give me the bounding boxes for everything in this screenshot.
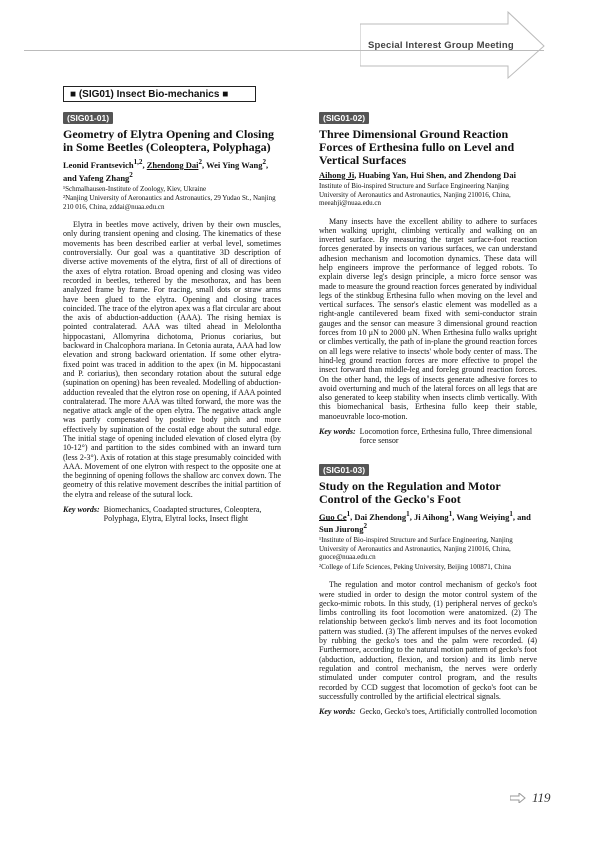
- keywords-label: Key words:: [63, 505, 100, 515]
- affiliation: ¹Schmalhausen-Institute of Zoology, Kiev, Ukraine: [63, 184, 207, 193]
- keywords-text: Gecko, Gecko's toes, Artificially controlled locomotion: [359, 707, 537, 717]
- keywords-text: Biomechanics, Coadapted structures, Coleoptera, Polyphaga, Elytra, Elytral locks, Insect flight: [103, 505, 262, 524]
- article-authors: Aihong Ji, Huabing Yan, Hui Shen, and Zhendong Dai: [319, 170, 516, 180]
- article-tag: (SIG01-02): [319, 112, 369, 124]
- affiliation: ²Nanjing University of Aeronautics and Astronautics, 29 Yudao St., Nanjing 210 016, China, zddai@nuaa.edu.cn: [63, 194, 276, 211]
- keywords-label: Key words:: [319, 427, 356, 437]
- affiliation: ¹Institute of Bio-inspired Structure and Surface Engineering, Nanjing University of Aeronautics and Astronautics, Nanjing 210016, China, guoce@nuaa.edu.cn: [319, 536, 513, 562]
- page-footer: [510, 790, 551, 806]
- article-body: Many insects have the excellent ability to adhere to surfaces when walking upright, climbing vertically and walking on an inverted surface. By measuring the target surface-foot reaction forces generated by insects on various surfaces, we can understand adhesion mechanism and locomotion dynamics. These data will help engineers improve the performance of legged robots. To explain diverse leg's design principle, a micro force sensor was made to measure the ground reaction forces generated by individual legs of the stinkbug Erthesina fullo when moving on the level and vertical surfaces. The sensor's elastic element was modelled as a right-angle cantilevered beam fixed with semi-conductor strain gauges and the sensor can measure 3 dimensional ground reaction forces from 10 μN to 2000 μN. When Erthesina fullo walks upright or climbes vertically, the path of in-plane the ground reaction forces on all legs were relative to insects' whole body center of mass. The hind-leg ground reaction forces are more effective to propel the insect forward than middle-leg and foreleg ground reaction forces. On the other hand, the legs of insects generate adhesive forces to avoid overturning and much of the lateral forces on all legs that are also generated to keep stability when insects climb vertically. With this biomechanical basis, Erthesina fullo keep their stable, manoeuvrable loco-motion.: [319, 216, 537, 421]
- keywords: [319, 427, 537, 446]
- article-tag: (SIG01-03): [319, 464, 369, 476]
- header-title: Special Interest Group Meeting: [368, 40, 514, 51]
- left-column: [63, 108, 281, 524]
- keywords: [63, 505, 281, 524]
- keywords: [319, 707, 537, 716]
- article-authors: Leonid Frantsevich$^{1,2}$, Zhendong Dai$^2$, Wei Ying Wang$^2$, and Yafeng Zhang$^2$: [63, 158, 269, 183]
- article-title: Geometry of Elytra Opening and Closing in Some Beetles (Coleoptera, Polyphaga): [63, 127, 275, 154]
- right-column: [319, 108, 537, 716]
- affiliation: ²College of Life Sciences, Peking University, Beijing 100871, China: [319, 562, 511, 571]
- section-heading: ■ (SIG01) Insect Bio-mechanics ■: [63, 86, 256, 102]
- article-body: Elytra in beetles move actively, driven by their own muscles, only during transient opening and closing. The kinematics of these movements has been described earlier at verbal level, sometimes controversially. Our goal was a quantitative 3D description of diverse active movements of the elytra, first of all of directions of the axes of elytra rotation. Broad opening and closing was video recorded in beetles, tethered by the mesothorax, and has been analyzed frame by frame. For tracing, small dots or straw arms have been glued to the elytra. Opening and closing traces coincided. The trace of the elytron apex was a flat circular arc about the axis of abduction-adduction (AAA). The rising hemiax is pointed contralaterad. AAA was tilted ahead in Melolontha hippocastani, Allomyrina dichotoma, Prionus coriarius, but backward in Chalcophora mariana. In Cetonia aurata, AAA had low elevation and strong backward orientation. If some other elytra-fixed point was traced in addition to the apex (in M. hippocastani and P. coriarius), then secondary rotation about the sutural edge (supination on opening) has been revealed. Modelling of abduction-adduction revealed that the elytron rose on opening, if AAA pointed contralaterad. The more AAA was tilted forward, the more was the negative attack angle of the open elytra. The negative attack angle was partly compensated by positive body pitch and more effectively by supination of the costal edge about the sutural edge. The initial stage of opening included elevation of closed elytra (by 10-12°) and partition to the sides combined with an inward turn (less 2-3°). Axis of rotation at this stage presumably coincided with AAA. Movement of one elytron with respect to the opposite one at the beginning of opening follows the shallow arc convex down. The geometry of this relative movement describes the initial partition of the elytra and release of the sutural lock.: [63, 220, 281, 499]
- keywords-text: Locomotion force, Erthesina fullo, Three dimensional force sensor: [359, 427, 533, 446]
- keywords-label: Key words:: [319, 707, 356, 717]
- article-body: The regulation and motor control mechanism of gecko's foot were studied in order to design the motor control system of the gecko-mimic robots. In this study, (1) peripheral nerves of gecko's limbs controlling its foot locomotion were anatomized. (2) The relationship between gecko's limb nerves and its foot locomotion pattern was studied. (3) The afferent impulses of the nerves evoked by rubbing the gecko's toes and the palm were recorded. (4) Furthermore, according to the natural motion pattern of gecko's foot (abduction, adduction, flexion, and torsion) and its limb nerve regulation and control mechanism, the nerves were orderly stimulated under computer control program, and the results recorded by CCD suggest that locomotion of gecko's foot can be successfully controlled by the artificial electrical signals.: [319, 580, 537, 701]
- article-title: Study on the Regulation and Motor Control of the Gecko's Foot: [319, 478, 501, 506]
- article-title: Three Dimensional Ground Reaction Forces of Erthesina fullo on Level and Vertical Surfaces: [319, 127, 515, 167]
- page-number: 119: [532, 790, 551, 805]
- article-tag: (SIG01-01): [63, 112, 113, 124]
- arrow-right-icon: [510, 793, 526, 803]
- article-authors: Guo Ce$^1$, Dai Zhendong$^1$, Ji Aihong$^1$, Wang Weiying$^1$, and Sun Jiurong$^2$: [319, 509, 531, 535]
- affiliation: Institute of Bio-inspired Structure and Surface Engineering Nanjing University of Aeronautics and Astronautics, Nanjing 210016, China, meeahji@nuaa.edu.cn: [319, 182, 511, 207]
